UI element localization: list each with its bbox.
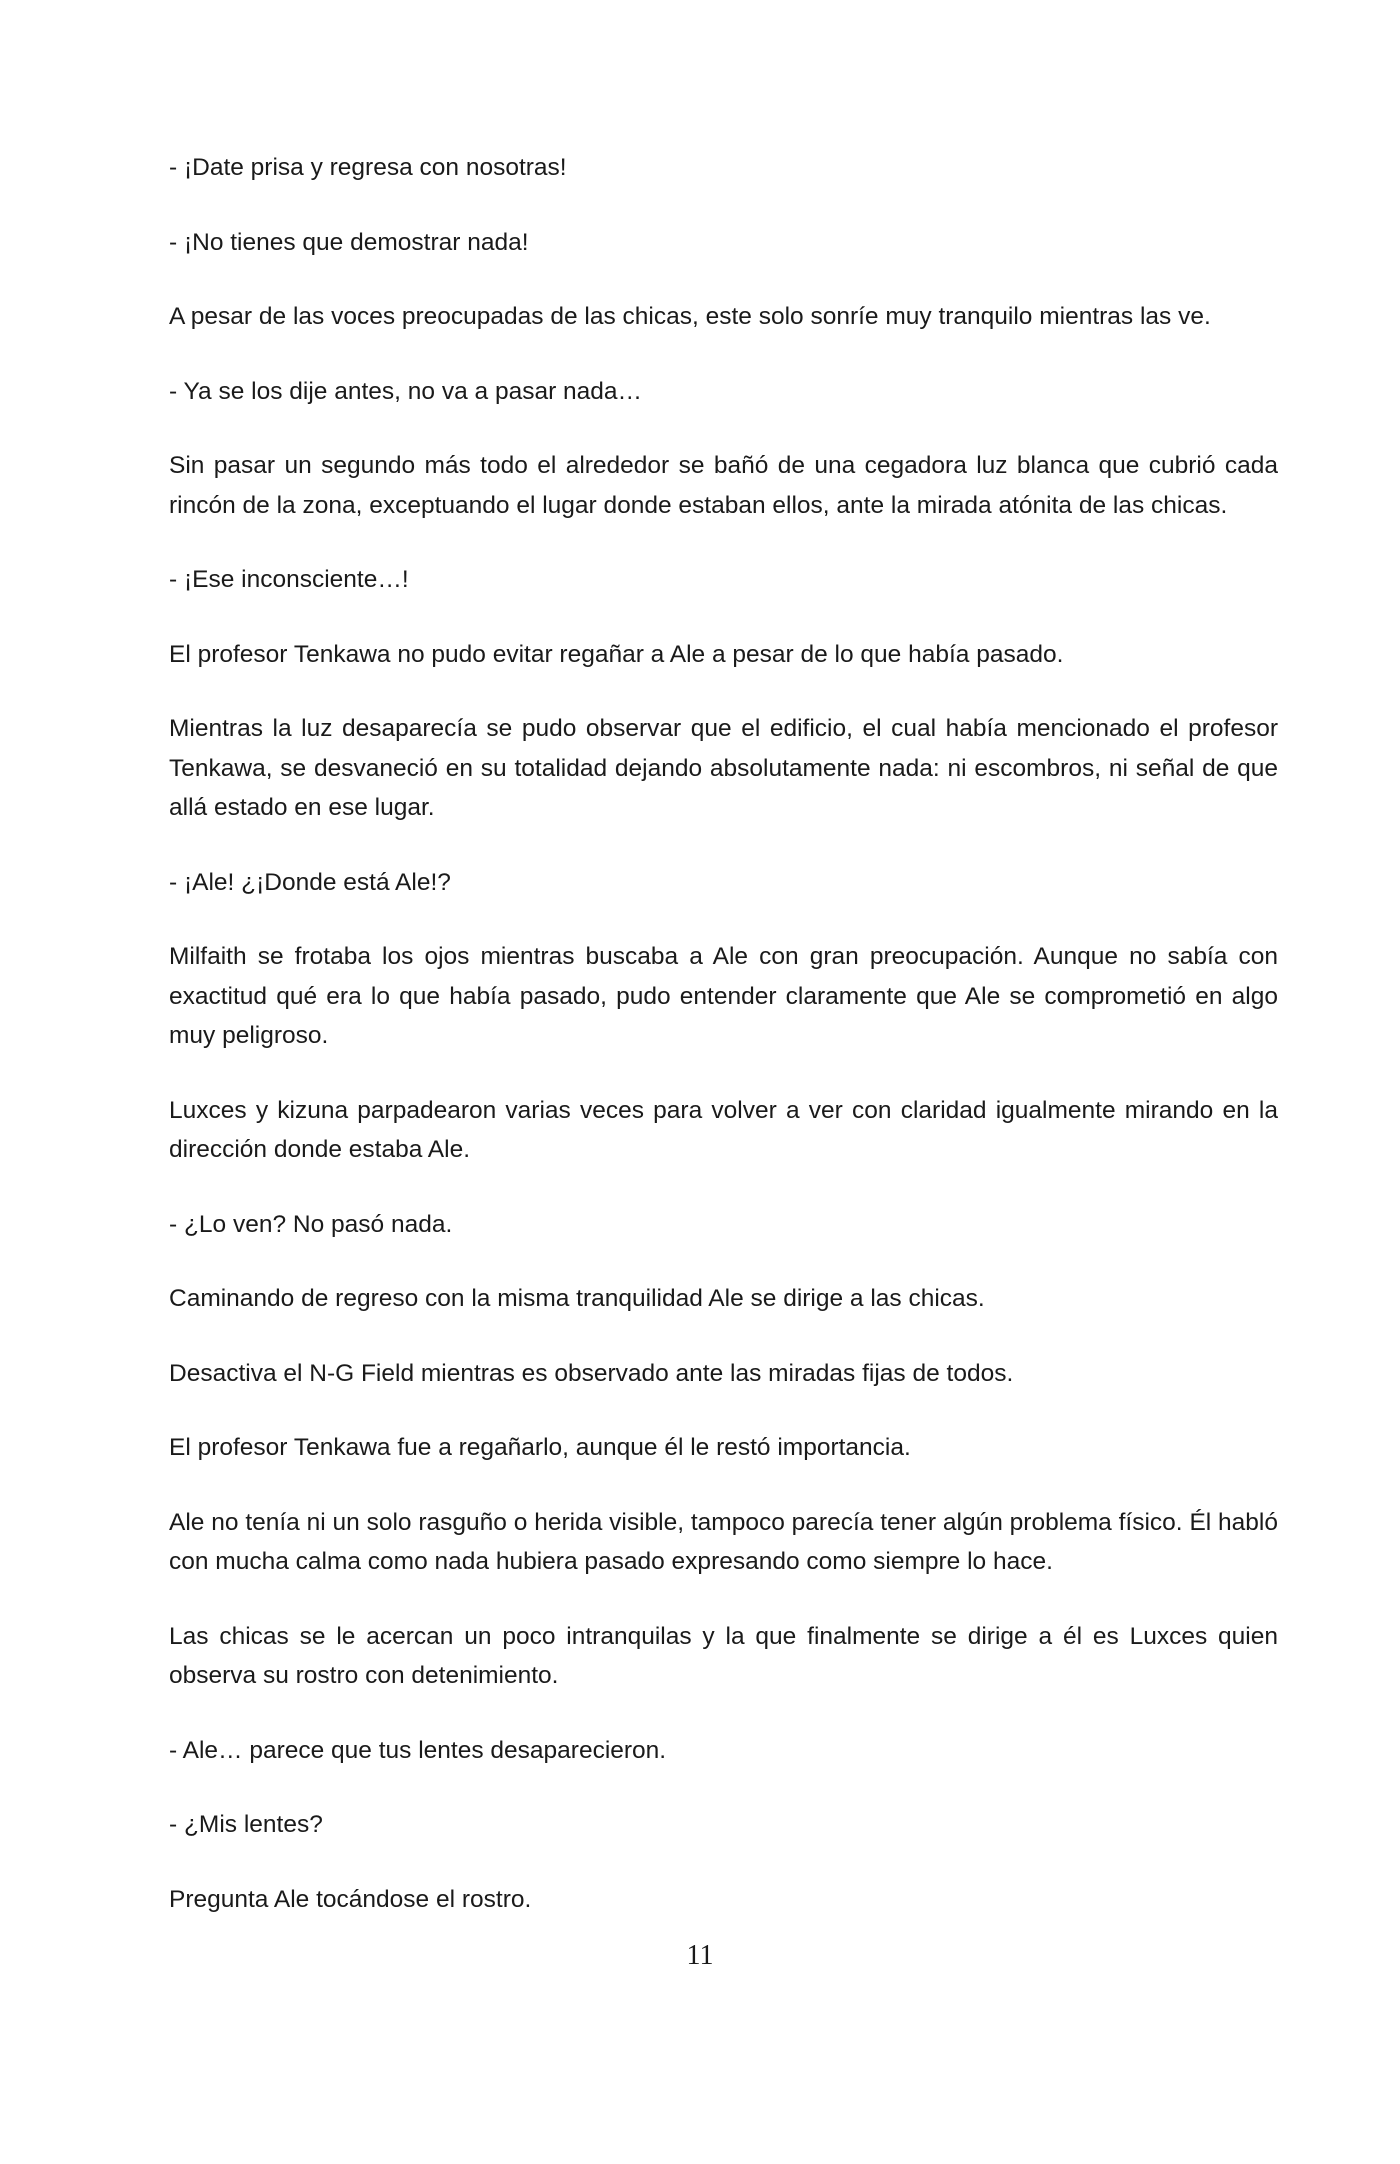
paragraph: Caminando de regreso con la misma tranquilidad Ale se dirige a las chicas. bbox=[169, 1285, 985, 1312]
paragraph: El profesor Tenkawa fue a regañarlo, aunque él le restó importancia. bbox=[169, 1434, 911, 1461]
paragraph: Sin pasar un segundo más todo el alrededor se bañó de una cegadora luz blanca que cubrió cada rincón de la zona, exceptuando el lugar donde estaban ellos, ante la mirada atónita de las chicas. bbox=[169, 452, 1278, 519]
paragraph: - ¿Mis lentes? bbox=[169, 1811, 323, 1838]
paragraph: - ¿Lo ven? No pasó nada. bbox=[169, 1210, 453, 1238]
paragraph: El profesor Tenkawa no pudo evitar regañar a Ale a pesar de lo que había pasado. bbox=[169, 640, 1064, 668]
paragraph: Mientras la luz desaparecía se pudo observar que el edificio, el cual había mencionado el profesor Tenkawa, se desvaneció en su totalidad dejando absolutamente nada: ni escombros, ni señal de que allá estado en ese lugar. bbox=[169, 715, 1278, 821]
paragraph: Milfaith se frotaba los ojos mientras buscaba a Ale con gran preocupación. Aunque no sabía con exactitud qué era lo que había pasado, pudo entender claramente que Ale se comprometió en algo muy peligroso. bbox=[169, 943, 1278, 1049]
paragraph: Desactiva el N-G Field mientras es observado ante las miradas fijas de todos. bbox=[169, 1359, 1014, 1387]
paragraph: - ¡Ale! ¿¡Donde está Ale!? bbox=[169, 868, 451, 896]
paragraph: Luxces y kizuna parpadearon varias veces para volver a ver con claridad igualmente mirando en la dirección donde estaba Ale. bbox=[169, 1096, 1278, 1163]
paragraph: - Ya se los dije antes, no va a pasar nada… bbox=[169, 377, 643, 405]
paragraph: - ¡No tienes que demostrar nada! bbox=[169, 228, 529, 256]
paragraph: - ¡Ese inconsciente…! bbox=[169, 566, 409, 593]
paragraph: A pesar de las voces preocupadas de las chicas, este solo sonríe muy tranquilo mientras las ve. bbox=[169, 303, 1211, 330]
body-text bbox=[169, 148, 1278, 1954]
paragraph: Ale no tenía ni un solo rasguño o herida visible, tampoco parecía tener algún problema físico. Él habló con mucha calma como nada hubiera pasado expresando como siempre lo hace. bbox=[169, 1508, 1278, 1575]
paragraph: Pregunta Ale tocándose el rostro. bbox=[169, 1885, 532, 1913]
paragraph: Las chicas se le acercan un poco intranquilas y la que finalmente se dirige a él es Luxces quien observa su rostro con detenimiento. bbox=[169, 1622, 1278, 1689]
paragraph: - ¡Date prisa y regresa con nosotras! bbox=[169, 154, 567, 181]
paragraph: - Ale… parece que tus lentes desaparecieron. bbox=[169, 1736, 667, 1764]
page-number: 11 bbox=[686, 1940, 714, 1971]
